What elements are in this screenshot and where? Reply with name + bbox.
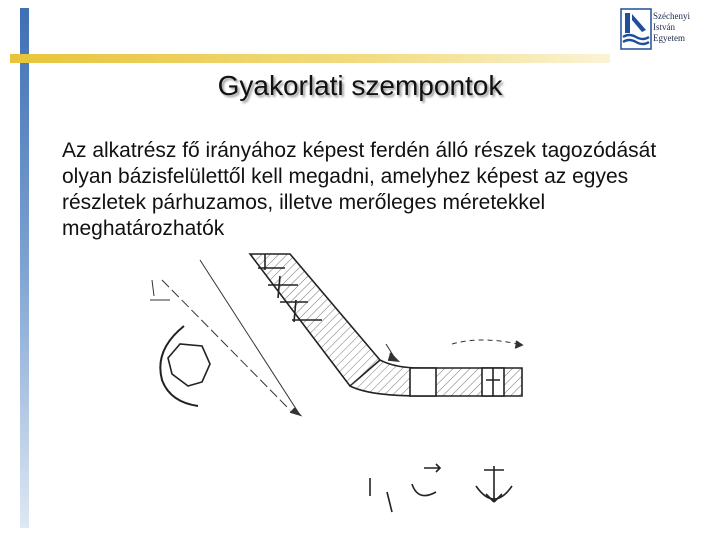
top-accent-rule [10,54,610,63]
szechenyi-logo-icon [620,8,652,50]
technical-drawing-icon [140,240,550,530]
slide-title: Gyakorlati szempontok [217,70,503,101]
logo-line-2: István [653,22,675,32]
logo-line-3: Egyetem [653,33,685,43]
university-logo [620,6,716,52]
logo-text [653,11,690,44]
slide-body-text: Az alkatrész fő irányához képest ferdén álló részek tagozódását olyan bázisfelülettől kell megadni, amelyhez képest az egyes részletek párhuzamos, illetve merőleges méretekkel meghatározhatók [62,139,657,240]
logo-line-1: Széchenyi [653,11,690,21]
